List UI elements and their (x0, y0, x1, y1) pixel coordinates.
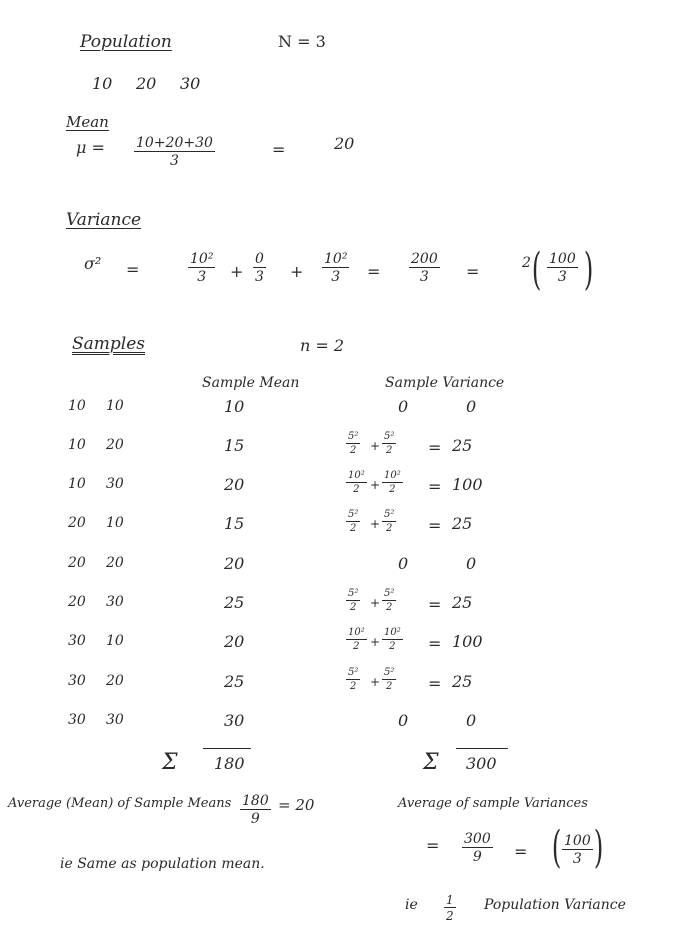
note-suffix: Population Variance (484, 897, 626, 913)
fraction-denominator: 3 (331, 269, 341, 285)
variance-equals: = (126, 260, 140, 279)
variance-expression-term (382, 510, 396, 534)
fraction-denominator: 2 (386, 681, 393, 692)
mean-heading: Mean (66, 113, 109, 131)
plus-sign: + (290, 262, 304, 281)
fraction-numerator: 300 (464, 831, 491, 847)
fraction-numerator: 5² (348, 509, 359, 520)
sample-value-2: 10 (106, 398, 124, 414)
plus-sign: + (370, 439, 381, 453)
mean-fraction (134, 136, 215, 168)
fraction-denominator: 2 (350, 523, 357, 534)
fraction-denominator: 2 (353, 641, 360, 652)
variance-symbol: σ² (84, 254, 102, 273)
fraction-denominator: 2 (386, 445, 393, 456)
fraction-denominator: 2 (386, 602, 393, 613)
sum-sample-variances: 300 (466, 754, 497, 773)
average-of-variances-result (562, 834, 593, 866)
sample-value-1: 30 (68, 673, 86, 689)
fraction-denominator: 3 (557, 269, 567, 285)
sample-value-1: 10 (68, 437, 86, 453)
fraction-numerator: 10² (190, 251, 214, 267)
fraction-denominator: 2 (350, 681, 357, 692)
fraction-numerator: 1 (446, 893, 454, 907)
fraction-numerator: 10² (384, 627, 401, 638)
sample-mean-value: 15 (224, 514, 245, 533)
fraction-denominator: 2 (446, 909, 454, 923)
mean-denominator: 3 (169, 153, 179, 169)
fraction-denominator: 3 (197, 269, 207, 285)
sample-mean-value: 20 (224, 475, 245, 494)
sample-mean-value: 20 (224, 632, 245, 651)
population-size: N = 3 (278, 32, 326, 51)
fraction-numerator: 5² (384, 667, 395, 678)
open-paren: ( (531, 244, 542, 295)
average-of-means-result: = 20 (278, 796, 315, 814)
close-paren: ) (583, 244, 594, 295)
fraction-numerator: 5² (348, 431, 359, 442)
variance-expression-term (382, 432, 396, 456)
sample-value-2: 10 (106, 633, 124, 649)
fraction-denominator: 2 (389, 641, 396, 652)
fraction-numerator: 10² (384, 470, 401, 481)
sample-value-2: 20 (106, 437, 124, 453)
mean-equals: = (272, 140, 286, 159)
sum-overline (203, 748, 251, 749)
sample-value-2: 30 (106, 476, 124, 492)
fraction-denominator: 2 (386, 523, 393, 534)
sample-value-1: 20 (68, 594, 86, 610)
fraction-numerator: 5² (384, 509, 395, 520)
fraction-denominator: 3 (419, 269, 429, 285)
sum-overline (456, 748, 508, 749)
column-header-sample-mean: Sample Mean (202, 375, 300, 391)
sample-value-1: 30 (68, 712, 86, 728)
sample-value-2: 30 (106, 594, 124, 610)
sample-variance-value: 25 (452, 436, 473, 455)
equals-sign: = (426, 836, 440, 855)
sum-sample-means: 180 (214, 754, 245, 773)
sample-value-1: 10 (68, 398, 86, 414)
equals-sign: = (428, 634, 442, 653)
sigma-symbol: Σ (423, 750, 439, 775)
variance-expression-term (346, 589, 360, 613)
variance-expression-term (346, 628, 367, 652)
fraction-numerator: 0 (255, 251, 264, 267)
fraction-numerator: 10² (324, 251, 348, 267)
sample-value-1: 20 (68, 515, 86, 531)
sample-value-2: 20 (106, 555, 124, 571)
sample-variance-value: 100 (452, 475, 483, 494)
sample-variance-value: 0 (466, 711, 477, 730)
fraction-denominator: 2 (350, 445, 357, 456)
sample-variance-value: 0 (398, 554, 409, 573)
fraction-numerator: 100 (549, 251, 576, 267)
population-value: 30 (180, 74, 201, 93)
variance-expression-term (382, 668, 396, 692)
fraction-numerator: 5² (384, 431, 395, 442)
open-paren: ( (551, 822, 562, 873)
variance-heading: Variance (66, 210, 142, 230)
fraction-denominator: 3 (572, 851, 582, 867)
sample-mean-value: 15 (224, 436, 245, 455)
plus-sign: + (370, 517, 381, 531)
fraction-numerator: 180 (242, 793, 269, 809)
samples-heading: Samples (72, 334, 146, 354)
variance-expression-term (346, 510, 360, 534)
fraction-numerator: 10² (348, 627, 365, 638)
sample-value-1: 30 (68, 633, 86, 649)
variance-term-2 (253, 252, 266, 284)
fraction-numerator: 100 (564, 833, 591, 849)
variance-term-1 (188, 252, 215, 284)
fraction-denominator: 2 (353, 484, 360, 495)
sample-value-2: 30 (106, 712, 124, 728)
fraction-denominator: 2 (389, 484, 396, 495)
sample-variance-value: 100 (452, 632, 483, 651)
average-of-means-label: Average (Mean) of Sample Means (8, 796, 232, 811)
sample-variance-value: 25 (452, 514, 473, 533)
population-heading: Population (80, 32, 172, 52)
sample-variance-value: 0 (466, 397, 477, 416)
fraction-numerator: 5² (348, 588, 359, 599)
sample-mean-value: 25 (224, 672, 245, 691)
average-of-variances-fraction (462, 832, 493, 864)
equals-sign: = (428, 477, 442, 496)
close-paren: ) (593, 822, 604, 873)
sample-variance-value: 25 (452, 672, 473, 691)
mean-symbol: μ = (76, 138, 105, 157)
variance-coefficient: 2 (522, 255, 531, 271)
variance-expression-term (382, 589, 396, 613)
sample-size: n = 2 (300, 336, 345, 355)
average-of-means-note: ie Same as population mean. (60, 856, 265, 872)
half-fraction (444, 894, 456, 922)
sigma-symbol: Σ (162, 750, 178, 775)
variance-expression-term (346, 668, 360, 692)
mean-result: 20 (334, 134, 355, 153)
variance-term-5 (547, 252, 578, 284)
plus-sign: + (230, 262, 244, 281)
population-value: 10 (92, 74, 113, 93)
population-value: 20 (136, 74, 157, 93)
fraction-denominator: 9 (472, 849, 482, 865)
variance-term-4 (409, 252, 440, 284)
variance-term-3 (322, 252, 349, 284)
sample-value-2: 10 (106, 515, 124, 531)
note-prefix: ie (405, 897, 418, 913)
equals-sign: = (428, 516, 442, 535)
sample-mean-value: 10 (224, 397, 245, 416)
fraction-denominator: 2 (350, 602, 357, 613)
average-of-means-fraction (240, 794, 271, 826)
variance-expression-term (382, 628, 403, 652)
sample-mean-value: 25 (224, 593, 245, 612)
variance-expression-term (382, 471, 403, 495)
column-header-sample-variance: Sample Variance (385, 375, 505, 391)
equals-sign: = (367, 262, 381, 281)
equals-sign: = (466, 262, 480, 281)
fraction-denominator: 3 (255, 269, 264, 285)
mean-numerator: 10+20+30 (136, 135, 213, 151)
plus-sign: + (370, 478, 381, 492)
sample-variance-value: 0 (398, 711, 409, 730)
fraction-numerator: 5² (348, 667, 359, 678)
sample-value-1: 20 (68, 555, 86, 571)
sample-variance-value: 25 (452, 593, 473, 612)
fraction-numerator: 200 (411, 251, 438, 267)
sample-mean-value: 20 (224, 554, 245, 573)
average-of-variances-label: Average of sample Variances (398, 796, 588, 811)
equals-sign: = (428, 438, 442, 457)
plus-sign: + (370, 675, 381, 689)
sample-mean-value: 30 (224, 711, 245, 730)
fraction-numerator: 5² (384, 588, 395, 599)
fraction-numerator: 10² (348, 470, 365, 481)
equals-sign: = (514, 842, 528, 861)
variance-expression-term (346, 471, 367, 495)
variance-expression-term (346, 432, 360, 456)
equals-sign: = (428, 674, 442, 693)
equals-sign: = (428, 595, 442, 614)
sample-value-1: 10 (68, 476, 86, 492)
sample-variance-value: 0 (466, 554, 477, 573)
fraction-denominator: 9 (250, 811, 260, 827)
sample-variance-value: 0 (398, 397, 409, 416)
plus-sign: + (370, 635, 381, 649)
sample-value-2: 20 (106, 673, 124, 689)
plus-sign: + (370, 596, 381, 610)
